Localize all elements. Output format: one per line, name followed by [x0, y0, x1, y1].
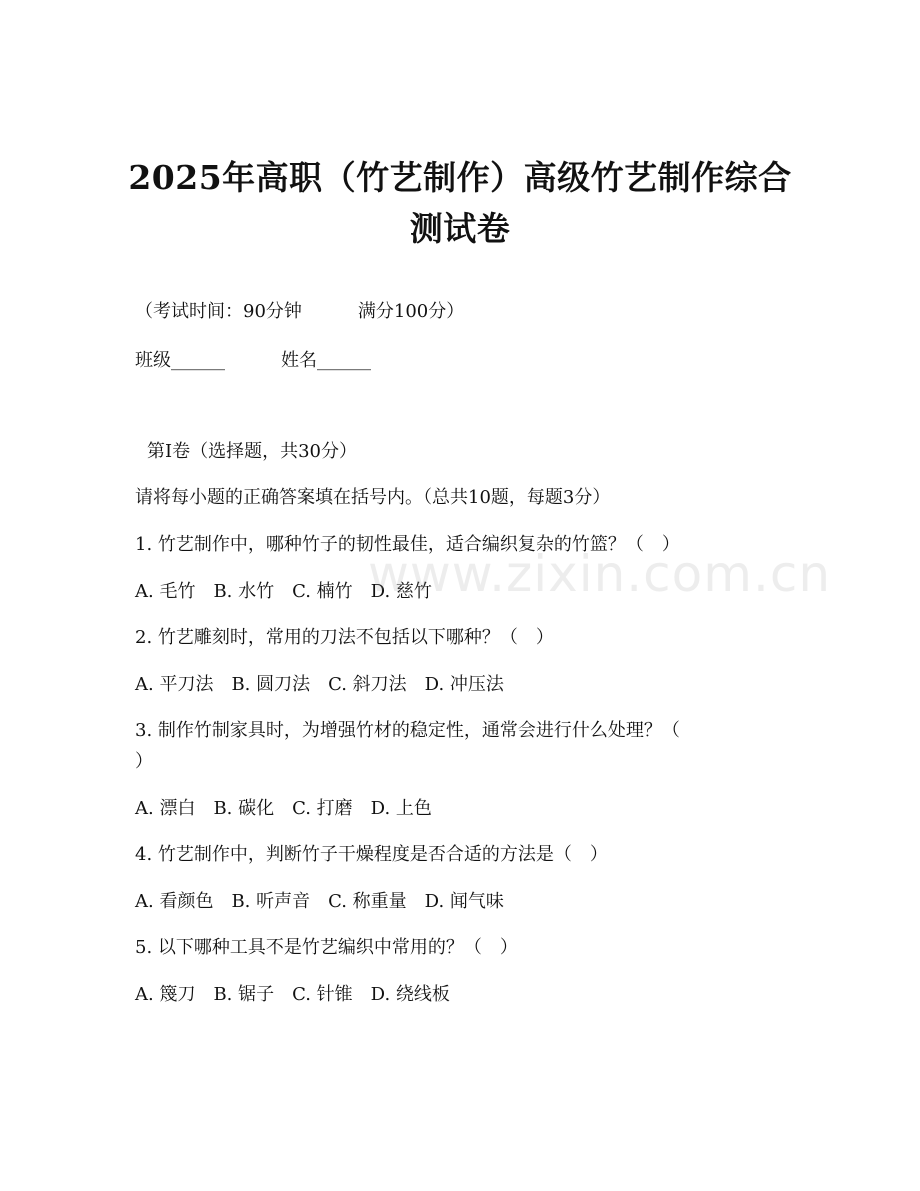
question-1-options: A. 毛竹 B. 水竹 C. 楠竹 D. 慈竹: [135, 581, 432, 602]
question-5: 5. 以下哪种工具不是竹艺编织中常用的？（ ）: [135, 937, 518, 958]
question-3-options: A. 漂白 B. 碳化 C. 打磨 D. 上色: [135, 798, 432, 819]
document-title-line1: 2025年高职（竹艺制作）高级竹艺制作综合: [128, 158, 792, 197]
question-4-options: A. 看颜色 B. 听声音 C. 称重量 D. 闻气味: [135, 891, 504, 912]
document-title-line2: 测试卷: [409, 209, 511, 248]
question-5-options: A. 篾刀 B. 锯子 C. 针锥 D. 绕线板: [135, 984, 450, 1005]
question-2-options: A. 平刀法 B. 圆刀法 C. 斜刀法 D. 冲压法: [135, 674, 504, 695]
section-instructions: 请将每小题的正确答案填在括号内。（总共10题，每题3分）: [135, 487, 611, 508]
question-2: 2. 竹艺雕刻时，常用的刀法不包括以下哪种？（ ）: [135, 627, 554, 648]
class-field: 班级______: [135, 350, 225, 371]
student-info: [135, 349, 371, 373]
question-4: 4. 竹艺制作中，判断竹子干燥程度是否合适的方法是（ ）: [135, 844, 608, 865]
watermark: www.zixin.com.cn: [368, 545, 832, 603]
question-1: 1. 竹艺制作中，哪种竹子的韧性最佳，适合编织复杂的竹篮？（ ）: [135, 534, 680, 555]
section-title: 第Ⅰ卷（选择题，共30分）: [147, 441, 358, 462]
question-3-continued: ）: [135, 751, 153, 772]
exam-info: [135, 300, 464, 324]
name-field: 姓名______: [281, 350, 371, 371]
question-3: 3. 制作竹制家具时，为增强竹材的稳定性，通常会进行什么处理？（: [135, 720, 680, 741]
exam-full-score: 满分100分）: [357, 301, 465, 322]
exam-time: （考试时间：90分钟: [135, 301, 302, 322]
